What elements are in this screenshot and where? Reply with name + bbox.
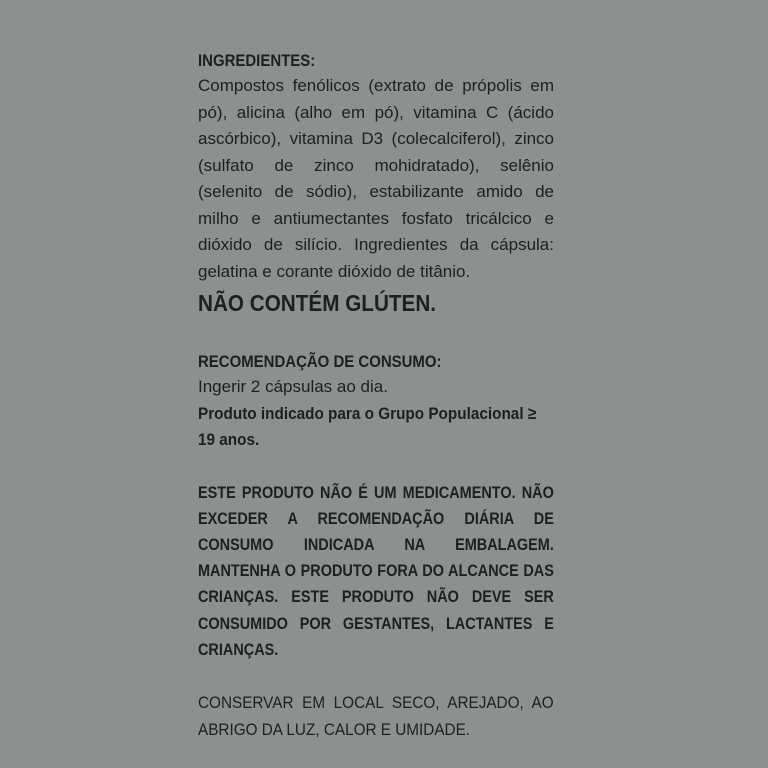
dosage-text: Ingerir 2 cápsulas ao dia. [198,377,388,396]
storage-text: CONSERVAR EM LOCAL SECO, AREJADO, AO ABRIGO DA LUZ, CALOR E UMIDADE. [198,692,554,739]
population-text: Produto indicado para o Grupo Populacional ≥ 19 anos. [198,403,537,449]
gluten-notice: NÃO CONTÉM GLÚTEN. [198,290,437,316]
warnings-text: ESTE PRODUTO NÃO É UM MEDICAMENTO. NÃO EXCEDER A RECOMENDAÇÃO DIÁRIA DE CONSUMO INDICADA NA EMBALAGEM. MANTENHA O PRODUTO FORA DO ALCANCE DAS CRIANÇAS. ESTE PRODUTO NÃO DEVE SER CONSUMIDO POR GESTANTES, LACTANTES E CRIANÇAS. [198,482,554,659]
label-text-block [198,48,554,743]
ingredients-heading: INGREDIENTES: [198,51,316,70]
ingredients-text: Compostos fenólicos (extrato de própolis em pó), alicina (alho em pó), vitamina C (ácido ascórbico), vitamina D3 (colecalciferol), zinco (sulfato de zinco mohidratado), selênio (selenito de sódio), estabilizante amido de milho e antiumectantes fosfato tricálcico e dióxido de silício. Ingredientes da cápsula: gelatina e corante dióxido de titânio. [198,76,554,281]
recommendation-heading: RECOMENDAÇÃO DE CONSUMO: [198,352,442,371]
